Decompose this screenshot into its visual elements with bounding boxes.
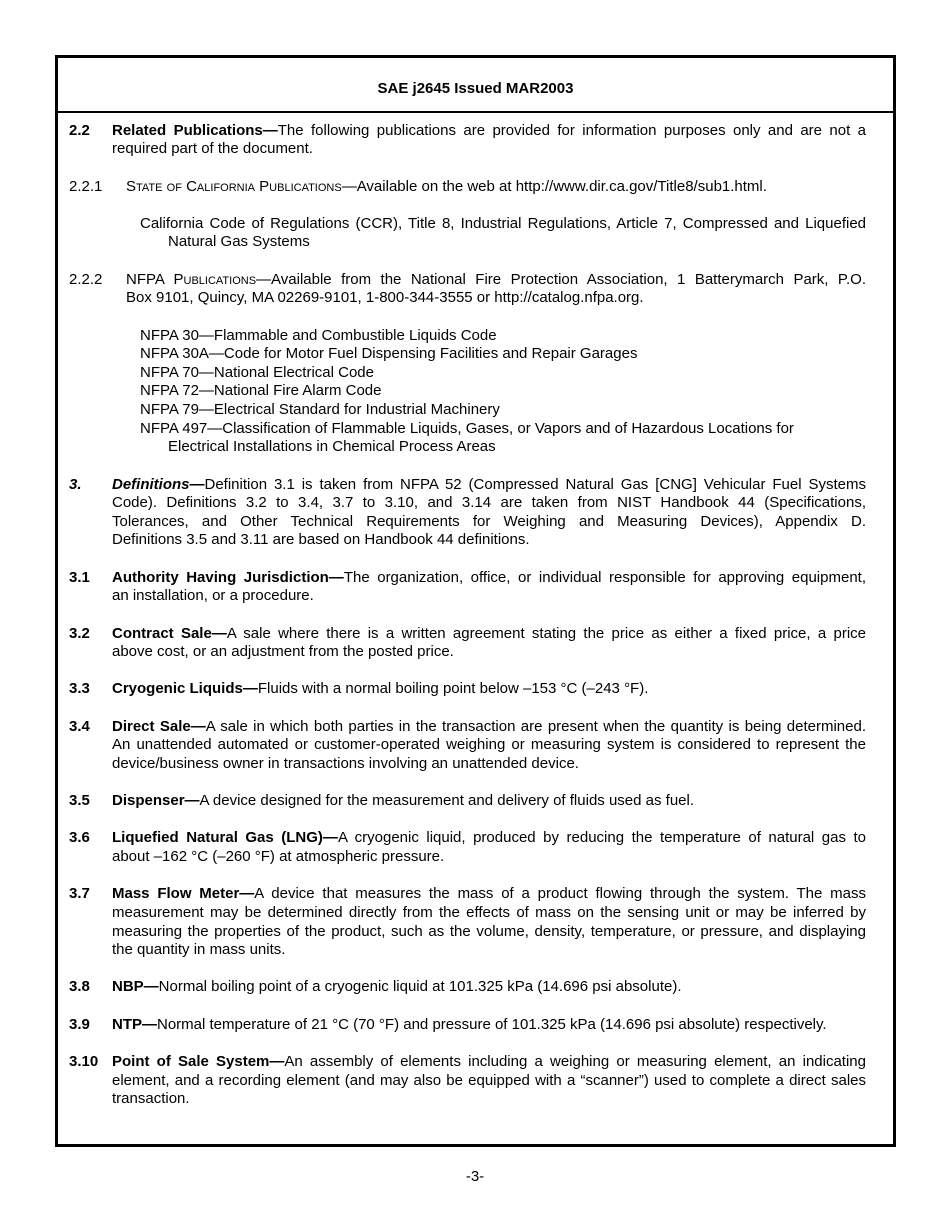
definition-3-3 bbox=[0, 680, 950, 699]
text-line bbox=[112, 718, 866, 737]
definition-term: Dispenser— bbox=[112, 792, 200, 810]
text-line bbox=[126, 271, 866, 290]
publication-list bbox=[0, 215, 950, 252]
text-run: Normal boiling point of a cryogenic liquid at 101.325 kPa (14.696 psi absolute). bbox=[158, 978, 682, 996]
text-line: measurement may be determined directly from the effects of mass on the sensing unit or may be inferred by bbox=[112, 903, 866, 921]
definition-text bbox=[112, 885, 866, 960]
section-2-2-2 bbox=[0, 271, 950, 308]
section-number: 3. bbox=[69, 475, 82, 493]
definition-term: Contract Sale— bbox=[112, 624, 227, 642]
definition-number: 3.2 bbox=[69, 624, 90, 642]
definition-text bbox=[112, 978, 866, 997]
text-line bbox=[112, 569, 866, 588]
definition-3-8 bbox=[0, 978, 950, 997]
section-3-definitions bbox=[0, 476, 950, 551]
section-number: 2.2.1 bbox=[69, 177, 103, 195]
text-run: The organization, office, or individual responsible for approving equipment, bbox=[343, 568, 866, 586]
definition-text bbox=[112, 680, 866, 699]
section-title: Related Publications— bbox=[112, 121, 278, 139]
text-run: A device that measures the mass of a product flowing through the system. The mass bbox=[254, 885, 866, 903]
definition-number: 3.10 bbox=[69, 1052, 99, 1070]
definition-text bbox=[112, 829, 866, 866]
section-text bbox=[126, 271, 866, 308]
definition-text bbox=[112, 718, 866, 774]
text-line: the quantity in mass units. bbox=[112, 941, 286, 959]
text-line: above cost, or an adjustment from the posted price. bbox=[112, 643, 454, 661]
definition-term: Point of Sale System— bbox=[112, 1052, 285, 1070]
text-run: The following publications are provided for information purposes only and are not a bbox=[277, 121, 866, 139]
text-line: required part of the document. bbox=[112, 140, 313, 158]
text-line: measuring the properties of the product, such as the volume, density, temperature, or pressure, and displaying bbox=[112, 922, 866, 940]
text-run: An assembly of elements including a weighing or measuring element, an indicating bbox=[284, 1052, 866, 1070]
list-item: NFPA 497—Classification of Flammable Liquids, Gases, or Vapors and of Hazardous Locations for bbox=[140, 419, 794, 437]
list-item: NFPA 70—National Electrical Code bbox=[140, 363, 374, 381]
page-number: -3- bbox=[465, 1168, 485, 1185]
list-item-continuation: Electrical Installations in Chemical Process Areas bbox=[168, 438, 496, 456]
text-line bbox=[112, 792, 866, 811]
list-item: NFPA 30—Flammable and Combustible Liquids Code bbox=[140, 326, 497, 344]
definition-text bbox=[112, 1053, 866, 1109]
text-line bbox=[112, 829, 866, 848]
text-line: device/business owner in transactions involving an unattended device. bbox=[112, 754, 579, 772]
text-line: element, and a recording element (and may also be equipped with a “scanner”) used to complete a direct sales bbox=[112, 1071, 866, 1089]
document-body bbox=[0, 122, 950, 1109]
definition-text bbox=[112, 569, 866, 606]
publication-list bbox=[0, 327, 950, 457]
text-line: transaction. bbox=[112, 1090, 190, 1108]
text-line: an installation, or a procedure. bbox=[112, 587, 314, 605]
text-run: A sale in which both parties in the transaction are present when the quantity is being determined. bbox=[205, 717, 866, 735]
definition-term: Direct Sale— bbox=[112, 717, 206, 735]
text-line bbox=[112, 885, 866, 904]
publication-entries bbox=[140, 215, 866, 252]
text-line bbox=[112, 1053, 866, 1072]
definition-3-2 bbox=[0, 625, 950, 662]
text-line bbox=[126, 178, 866, 197]
list-item-continuation: Natural Gas Systems bbox=[168, 233, 310, 251]
definition-number: 3.3 bbox=[69, 680, 90, 698]
text-run: A cryogenic liquid, produced by reducing the temperature of natural gas to bbox=[337, 829, 866, 847]
definition-3-4 bbox=[0, 718, 950, 774]
definition-3-10 bbox=[0, 1053, 950, 1109]
definition-3-5 bbox=[0, 792, 950, 811]
definition-number: 3.7 bbox=[69, 885, 90, 903]
text-run: —Available on the web at http://www.dir.ca.gov/Title8/sub1.html. bbox=[341, 177, 767, 195]
text-line: Code). Definitions 3.2 to 3.4, 3.7 to 3.10, and 3.14 are taken from NIST Handbook 44 (Specifications, bbox=[112, 494, 866, 512]
text-line: Tolerances, and Other Technical Requirements for Weighing and Measuring Devices), Appendix D. bbox=[112, 512, 866, 530]
section-title: Definitions— bbox=[112, 475, 205, 493]
definition-text bbox=[112, 792, 866, 811]
definition-term: NBP— bbox=[112, 978, 159, 996]
definition-term: Authority Having Jurisdiction— bbox=[112, 568, 344, 586]
definition-number: 3.8 bbox=[69, 978, 90, 996]
text-run: Fluids with a normal boiling point below –153 °C (–243 °F). bbox=[257, 680, 649, 698]
definition-term: Liquefied Natural Gas (LNG)— bbox=[112, 829, 338, 847]
text-line: about –162 °C (–260 °F) at atmospheric pressure. bbox=[112, 848, 445, 866]
text-run: Definition 3.1 is taken from NFPA 52 (Compressed Natural Gas [CNG] Vehicular Fuel Systems bbox=[204, 475, 866, 493]
text-line bbox=[112, 680, 866, 699]
publication-entries bbox=[140, 327, 866, 457]
section-text bbox=[112, 476, 866, 551]
section-number: 2.2 bbox=[69, 121, 90, 139]
text-run: A sale where there is a written agreement stating the price as either a fixed price, a price bbox=[226, 624, 866, 642]
text-line bbox=[112, 476, 866, 495]
document-header: SAE j2645 Issued MAR2003 bbox=[58, 58, 893, 113]
section-title: State of California Publications bbox=[126, 177, 342, 195]
text-line bbox=[112, 625, 866, 644]
text-line bbox=[112, 978, 866, 997]
text-run: —Available from the National Fire Protection Association, 1 Batterymarch Park, P.O. bbox=[256, 270, 866, 288]
definition-text bbox=[112, 625, 866, 662]
definition-number: 3.4 bbox=[69, 717, 90, 735]
text-run: Normal temperature of 21 °C (70 °F) and pressure of 101.325 kPa (14.696 psi absolute) respectively. bbox=[157, 1015, 827, 1033]
definition-number: 3.1 bbox=[69, 568, 90, 586]
definition-3-1 bbox=[0, 569, 950, 606]
definition-3-7 bbox=[0, 885, 950, 960]
list-item: NFPA 30A—Code for Motor Fuel Dispensing Facilities and Repair Garages bbox=[140, 345, 638, 363]
text-run: A device designed for the measurement and delivery of fluids used as fuel. bbox=[199, 792, 695, 810]
section-title: NFPA Publications bbox=[126, 270, 257, 288]
list-item: NFPA 72—National Fire Alarm Code bbox=[140, 382, 382, 400]
definition-3-9 bbox=[0, 1016, 950, 1035]
definition-number: 3.5 bbox=[69, 792, 90, 810]
text-line bbox=[112, 122, 866, 141]
section-2-2 bbox=[0, 122, 950, 159]
section-text bbox=[126, 178, 866, 197]
definition-term: Cryogenic Liquids— bbox=[112, 680, 258, 698]
definition-text bbox=[112, 1016, 866, 1035]
text-line: An unattended automated or customer-operated weighing or measuring system is considered to represent the bbox=[112, 736, 866, 754]
definition-3-6 bbox=[0, 829, 950, 866]
list-item: California Code of Regulations (CCR), Title 8, Industrial Regulations, Article 7, Compressed and Liquefied bbox=[140, 214, 866, 232]
text-line: Definitions 3.5 and 3.11 are based on Handbook 44 definitions. bbox=[112, 531, 530, 549]
definition-term: Mass Flow Meter— bbox=[112, 885, 255, 903]
list-item: NFPA 79—Electrical Standard for Industrial Machinery bbox=[140, 401, 500, 419]
definition-term: NTP— bbox=[112, 1015, 157, 1033]
section-2-2-1 bbox=[0, 178, 950, 197]
section-text bbox=[112, 122, 866, 159]
section-number: 2.2.2 bbox=[69, 270, 103, 288]
text-line bbox=[112, 1016, 866, 1035]
text-line: Box 9101, Quincy, MA 02269-9101, 1-800-344-3555 or http://catalog.nfpa.org. bbox=[126, 289, 644, 307]
definition-number: 3.9 bbox=[69, 1015, 90, 1033]
definition-number: 3.6 bbox=[69, 829, 90, 847]
